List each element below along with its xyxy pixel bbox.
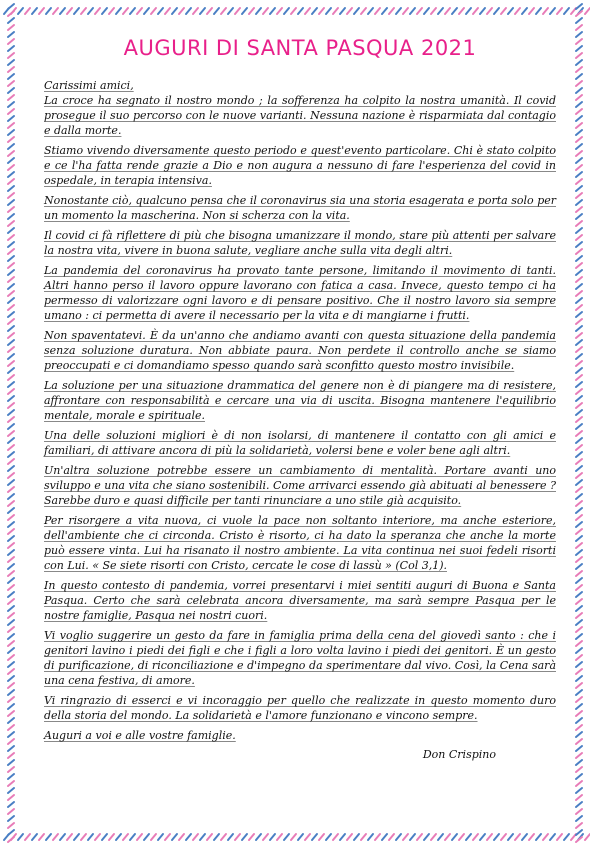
letter-paragraph — [44, 628, 556, 688]
letter-paragraph — [44, 428, 556, 458]
paragraph-text: Per risorgere a vita nuova, ci vuole la pace non soltanto interiore, ma anche esteriore, dell'ambiente che ci circonda. Cristo è risorto, ci ha dato la speranza che anche la morte può essere vinta. Lui ha risanato il nostro ambiente. La vita continua nei suoi fedeli risorti con Lui. « Se siete risorti con Cristo, cercate le cose di lassù » (Col 3,1). — [44, 514, 556, 572]
page-title: AUGURI DI SANTA PASQUA 2021 — [123, 36, 477, 60]
letter-paragraph — [44, 513, 556, 573]
letter-paragraph — [44, 693, 556, 723]
paragraph-text: La soluzione per una situazione drammatica del genere non è di piangere ma di resistere, affrontare con responsabilità e cercare una via di uscita. Bisogna mantenere l'equilibrio mentale, morale e spirituale. — [44, 379, 556, 422]
letter-page — [44, 30, 556, 761]
letter-paragraph — [44, 378, 556, 423]
paragraph-text: Non spaventatevi. È da un'anno che andiamo avanti con questa situazione della pandemia senza soluzione duratura. Non abbiate paura. Non perdete il controllo anche se siamo preoccupati e ci domandiamo spesso quando sarà sconfitto questo mostro invisibile. — [44, 329, 556, 372]
paragraph-text: In questo contesto di pandemia, vorrei presentarvi i miei sentiti auguri di Buona e Santa Pasqua. Certo che sarà celebrata ancora diversamente, ma sarà sempre Pasqua per le nostre famiglie, Pasqua nei nostri cuori. — [44, 579, 556, 622]
paragraph-text: Stiamo vivendo diversamente questo periodo e quest'evento particolare. Chi è stato colpito e ce l'ha fatta rende grazie a Dio e non augura a nessuno di fare l'esperienza del covid in ospedale, in terapia intensiva. — [44, 144, 556, 187]
paragraph-text: Una delle soluzioni migliori è di non isolarsi, di mantenere il contatto con gli amici e familiari, di attivare ancora di più la solidarietà, volersi bene e voler bene agli altri. — [44, 429, 556, 457]
paragraph-text: Vi voglio suggerire un gesto da fare in famiglia prima della cena del giovedì santo : che i genitori lavino i piedi dei figli e che i figli a loro volta lavino i piedi dei genitori. È un gesto di purificazione, di riconciliazione e d'impegno da sperimentare dal vivo. Così, la Cena sarà una cena festiva, di amore. — [44, 629, 556, 687]
letter-paragraph — [44, 78, 556, 138]
signature: Don Crispino — [422, 748, 496, 761]
letter-body — [44, 78, 556, 743]
paragraph-text: Il covid ci fà riflettere di più che bisogna umanizzare il mondo, stare più attenti per salvare la nostra vita, vivere in buona salute, vegliare anche sulla vita degli altri. — [44, 229, 556, 257]
paragraph-text: Carissimi amici, — [44, 79, 134, 92]
letter-paragraph — [44, 228, 556, 258]
letter-paragraph — [44, 263, 556, 323]
letter-paragraph — [44, 193, 556, 223]
paragraph-text: Auguri a voi e alle vostre famiglie. — [44, 729, 236, 742]
letter-paragraph — [44, 578, 556, 623]
paragraph-text: La croce ha segnato il nostro mondo ; la sofferenza ha colpito la nostra umanità. Il covid prosegue il suo percorso con le nuove varianti. Nessuna nazione è risparmiata dal contagio e dalla morte. — [44, 94, 556, 137]
letter-paragraph — [44, 463, 556, 508]
paragraph-text: La pandemia del coronavirus ha provato tante persone, limitando il movimento di tanti. Altri hanno perso il lavoro oppure lavorano con fatica a casa. Invece, questo tempo ci ha permesso di valorizzare ogni lavoro e di pensare positivo. Che il nostro lavoro sia sempre umano : ci permetta di avere il necessario per la vita e di mangiarne i frutti. — [44, 264, 556, 322]
letter-paragraph — [44, 328, 556, 373]
paragraph-text: Vi ringrazio di esserci e vi incoraggio per quello che realizzate in questo momento duro della storia del mondo. La solidarietà e l'amore funzionano e vincono sempre. — [44, 694, 556, 722]
paragraph-text: Un'altra soluzione potrebbe essere un cambiamento di mentalità. Portare avanti uno sviluppo e una vita che siano sostenibili. Come arrivarci essendo già abituati al benessere ? Sarebbe duro e quasi difficile per tanti rinunciare a uno stile già acquisito. — [44, 464, 556, 507]
paragraph-text: Nonostante ciò, qualcuno pensa che il coronavirus sia una storia esagerata e porta solo per un momento la mascherina. Non si scherza con la vita. — [44, 194, 556, 222]
letter-paragraph — [44, 143, 556, 188]
letter-paragraph — [44, 728, 556, 743]
